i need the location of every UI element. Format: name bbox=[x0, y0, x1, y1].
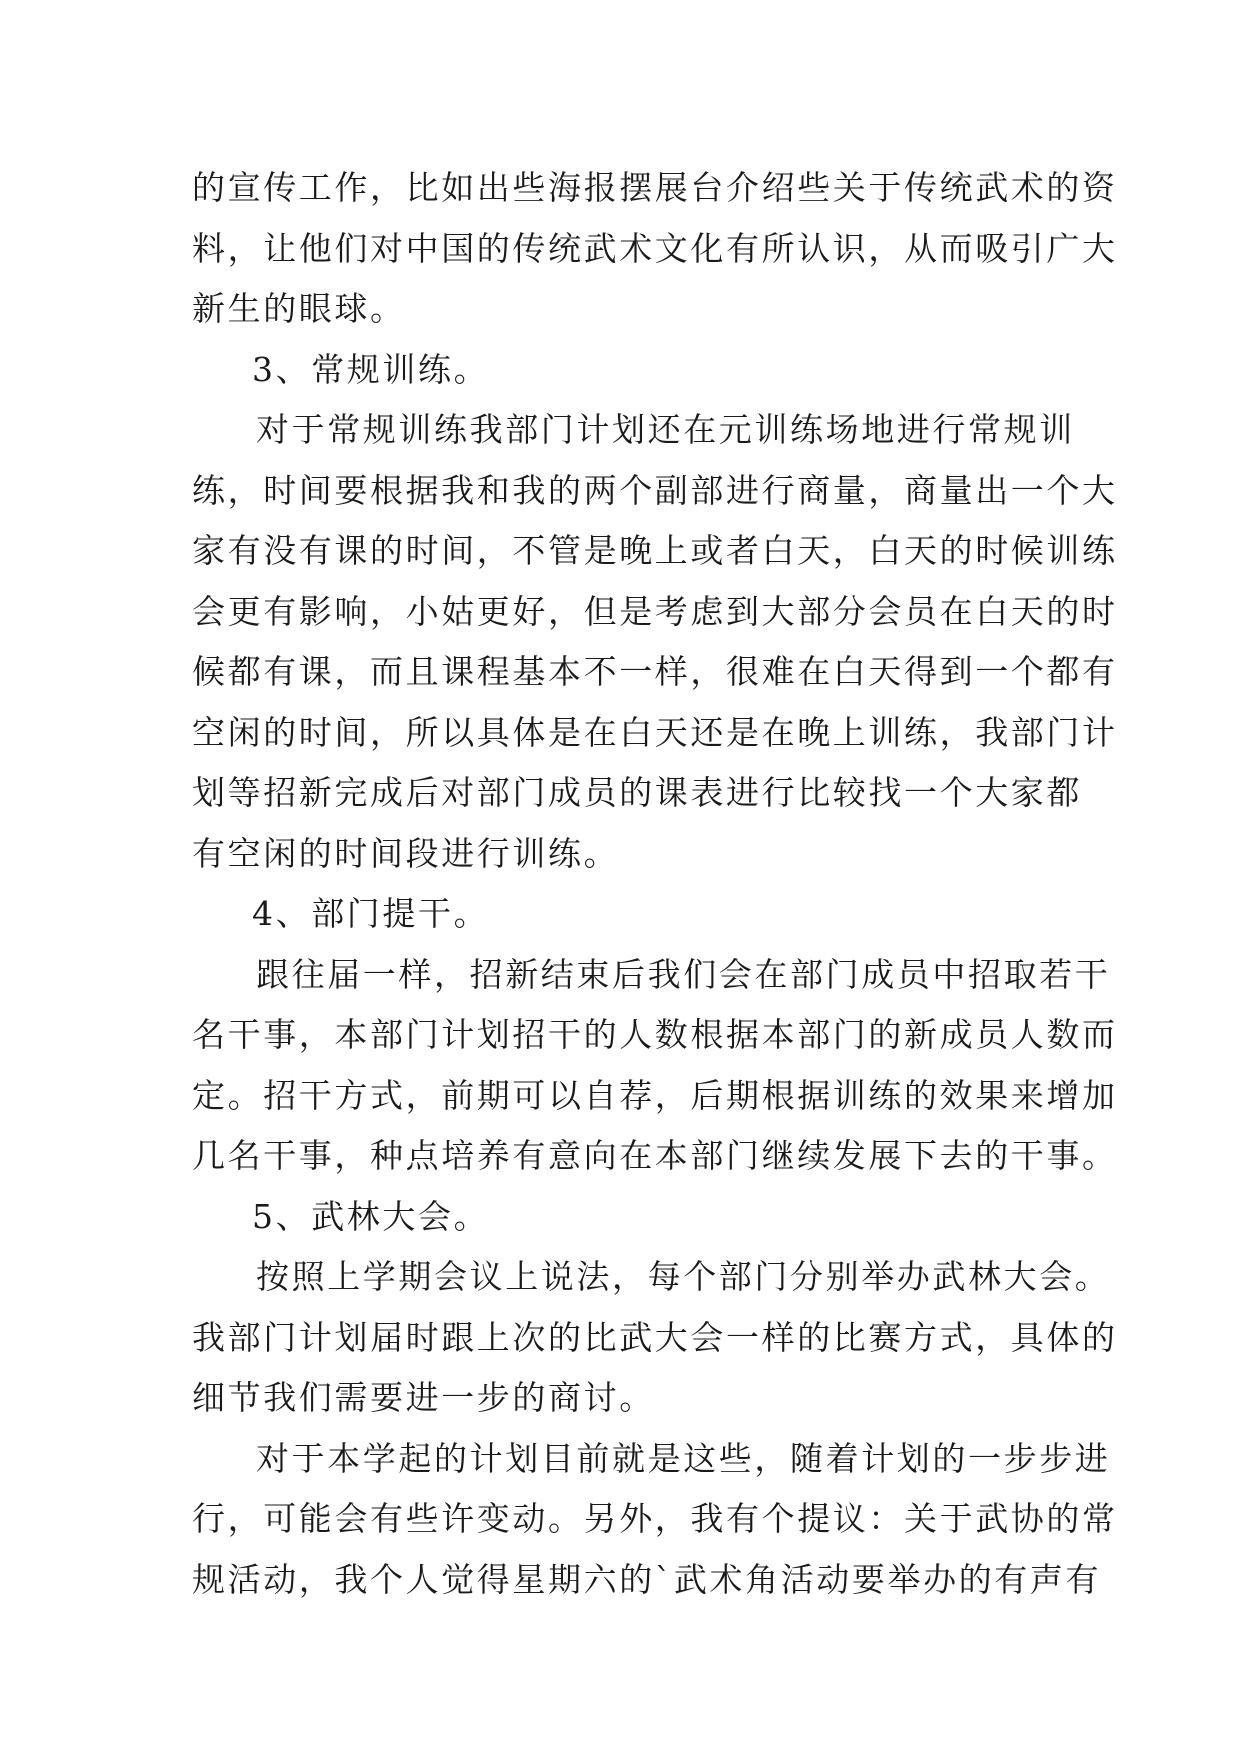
section-heading-5: 5、武林大会。 bbox=[252, 1196, 490, 1236]
text-line: 的宣传工作，比如出些海报摆展台介绍些关于传统武术的资 bbox=[192, 168, 1118, 207]
text-line: 按照上学期会议上说法，每个部门分别举办武林大会。 bbox=[256, 1257, 1111, 1296]
text-line: 名干事，本部门计划招干的人数根据本部门的新成员人数而 bbox=[192, 1015, 1118, 1054]
text-line: 对于常规训练我部门计划还在元训练场地进行常规训 bbox=[256, 410, 1075, 449]
section-heading-4: 4、部门提干。 bbox=[252, 894, 490, 933]
text-line: 家有没有课的时间，不管是晚上或者白天，白天的时候训练 bbox=[192, 531, 1118, 570]
text-line: 对于本学起的计划目前就是这些，随着计划的一步步进 bbox=[256, 1438, 1111, 1478]
text-line: 跟往届一样，招新结束后我们会在部门成员中招取若干 bbox=[256, 954, 1111, 994]
text-line: 有空闲的时间段进行训练。 bbox=[192, 833, 620, 873]
text-line: 练，时间要根据我和我的两个副部进行商量，商量出一个大 bbox=[192, 470, 1118, 510]
section-heading-3: 3、常规训练。 bbox=[252, 349, 490, 389]
text-line: 新生的眼球。 bbox=[192, 289, 406, 328]
text-line: 料，让他们对中国的传统武术文化有所认识，从而吸引广大 bbox=[192, 228, 1118, 268]
text-line: 定。招干方式，前期可以自荐，后期根据训练的效果来增加 bbox=[192, 1075, 1118, 1115]
document-body bbox=[192, 158, 1118, 1610]
text-line: 我部门计划届时跟上次的比武大会一样的比赛方式，具体的 bbox=[192, 1317, 1118, 1357]
text-line: 规活动，我个人觉得星期六的`武术角活动要举办的有声有 bbox=[192, 1559, 1102, 1599]
text-line: 候都有课，而且课程基本不一样，很难在白天得到一个都有 bbox=[192, 652, 1118, 691]
text-line: 划等招新完成后对部门成员的课表进行比较找一个大家都 bbox=[192, 773, 1082, 812]
text-line: 几名干事，种点培养有意向在本部门继续发展下去的干事。 bbox=[192, 1136, 1118, 1175]
text-line: 会更有影响，小姑更好，但是考虑到大部分会员在白天的时 bbox=[192, 591, 1118, 631]
text-line: 行，可能会有些许变动。另外，我有个提议：关于武协的常 bbox=[192, 1499, 1118, 1538]
text-line: 细节我们需要进一步的商讨。 bbox=[192, 1378, 655, 1417]
text-line: 空闲的时间，所以具体是在白天还是在晚上训练，我部门计 bbox=[192, 712, 1118, 752]
